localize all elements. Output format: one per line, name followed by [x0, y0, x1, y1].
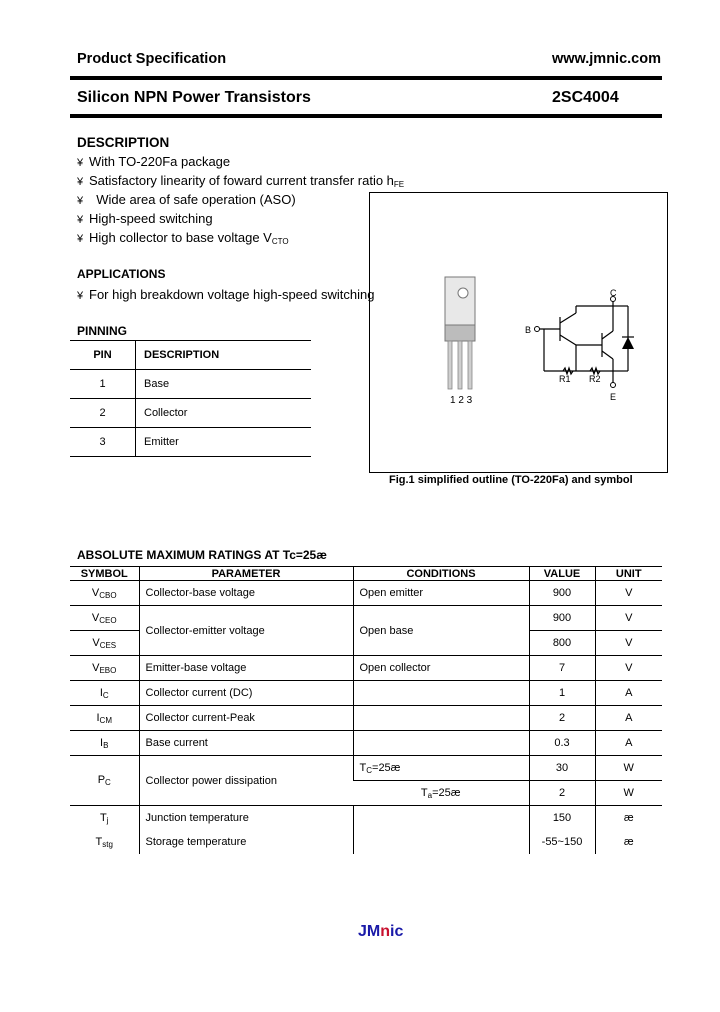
conditions-cell — [353, 731, 529, 756]
unit-cell: V — [595, 631, 662, 656]
emitter-label: E — [610, 392, 617, 402]
table-row — [70, 681, 662, 706]
pin-description: Collector — [144, 407, 188, 419]
description-item: ¥ With TO-220Fa package — [77, 154, 231, 169]
table-row — [70, 581, 662, 606]
value-cell: 2 — [529, 781, 595, 806]
r1-label: R1 — [559, 374, 571, 384]
conditions-cell: $T_C=25æ$ — [353, 756, 529, 781]
unit-cell: W — [595, 756, 662, 781]
table-row — [70, 399, 311, 428]
parameter-cell: Collector power dissipation — [139, 756, 353, 806]
conditions-cell — [353, 681, 529, 706]
unit-cell: V — [595, 581, 662, 606]
parameter-cell: Junction temperature — [139, 806, 353, 831]
description-heading: DESCRIPTION — [77, 135, 170, 150]
diode-icon — [622, 337, 634, 349]
emitter-terminal — [611, 383, 616, 388]
unit-cell: V — [595, 606, 662, 631]
value-cell: 30 — [529, 756, 595, 781]
description-item: ¥ High-speed switching — [77, 211, 213, 226]
value-cell: 150 — [529, 806, 595, 831]
applications-heading: APPLICATIONS — [77, 267, 166, 281]
header-rule — [70, 76, 662, 80]
symbol-cell: $T_{stg}$ — [95, 835, 113, 849]
symbol-cell: $V_{EBO}$ — [70, 656, 139, 681]
pin-number: 1 — [70, 370, 136, 399]
conditions-cell: $T_a=25æ$ — [353, 781, 529, 806]
symbol-cell: $I_B$ — [70, 731, 139, 756]
symbol-cell: $I_{CM}$ — [70, 706, 139, 731]
parameter-cell: Collector current-Peak — [139, 706, 353, 731]
symbol-cell: $V_{CEO}$ — [70, 606, 139, 631]
darlington-symbol — [537, 301, 628, 383]
parameter-cell: Emitter-base voltage — [139, 656, 353, 681]
header-url[interactable]: www.jmnic.com — [551, 51, 661, 67]
value-header: VALUE — [529, 567, 595, 581]
table-row — [70, 706, 662, 731]
description-item: ¥ Wide area of safe operation (ASO) — [77, 192, 296, 207]
table-header-row — [70, 341, 311, 370]
bullet-glyph: ¥ — [77, 290, 84, 302]
symbol-header: SYMBOL — [70, 567, 139, 581]
title-rule — [70, 114, 662, 118]
applications-item: ¥ For high breakdown voltage high-speed switching — [77, 287, 375, 302]
symbol-cell: $V_{CBO}$ — [70, 581, 139, 606]
pinning-heading: PINNING — [77, 324, 128, 338]
unit-cell: A — [595, 681, 662, 706]
conditions-cell — [353, 806, 529, 855]
bullet-glyph: ¥ — [77, 195, 84, 207]
table-row — [70, 731, 662, 756]
unit-cell: V — [595, 656, 662, 681]
unit-cell: W — [595, 781, 662, 806]
value-cell: 800 — [529, 631, 595, 656]
symbol-cell: $I_C$ — [70, 681, 139, 706]
parameter-cell: Collector current (DC) — [139, 681, 353, 706]
table-row — [70, 806, 662, 831]
table-row — [70, 428, 311, 457]
parameter-cell: Collector-base voltage — [139, 581, 353, 606]
conditions-cell: Open emitter — [353, 581, 529, 606]
parameter-header: PARAMETER — [139, 567, 353, 581]
pin-number: 2 — [70, 399, 136, 428]
conditions-header: CONDITIONS — [353, 567, 529, 581]
pin-numbers: 1 2 3 — [450, 395, 473, 406]
value-cell: 900 — [529, 581, 595, 606]
table-header-row — [70, 567, 662, 581]
table-row — [70, 606, 662, 631]
conditions-cell: Open base — [353, 606, 529, 656]
table-row — [70, 370, 311, 399]
symbol-cell: $T_j$ — [99, 811, 109, 825]
figure-box — [369, 192, 668, 473]
jmnic-logo: JMnic — [358, 923, 404, 940]
description-header: DESCRIPTION — [144, 349, 220, 361]
bullet-glyph: ¥ — [77, 214, 84, 226]
value-cell: 2 — [529, 706, 595, 731]
parameter-cell: Base current — [139, 731, 353, 756]
figure-caption: Fig.1 simplified outline (TO-220Fa) and symbol — [389, 474, 633, 486]
r2-label: R2 — [589, 374, 601, 384]
unit-cell: æ — [595, 806, 662, 831]
pin-header: PIN — [70, 341, 136, 370]
part-number: 2SC4004 — [552, 89, 619, 106]
header-title: Product Specification — [77, 51, 227, 67]
base-terminal — [535, 327, 540, 332]
unit-cell: A — [595, 706, 662, 731]
parameter-cell: Collector-emitter voltage — [139, 606, 353, 656]
unit-cell: A — [595, 731, 662, 756]
product-title: Silicon NPN Power Transistors — [77, 89, 311, 106]
pin-number: 3 — [70, 428, 136, 457]
table-row — [70, 656, 662, 681]
collector-label: C — [610, 288, 617, 298]
bullet-glyph: ¥ — [77, 157, 84, 169]
value-cell: 1 — [529, 681, 595, 706]
description-item: ¥ Satisfactory linearity of foward current transfer ratio $h_{FE}$ — [77, 173, 405, 189]
bullet-glyph: ¥ — [77, 233, 84, 245]
value-cell: 7 — [529, 656, 595, 681]
conditions-cell — [353, 706, 529, 731]
value-cell: 0.3 — [529, 731, 595, 756]
pinning-table — [70, 340, 311, 457]
conditions-cell: Open collector — [353, 656, 529, 681]
value-cell: -55~150 — [529, 830, 595, 854]
pin-description: Base — [144, 378, 170, 390]
unit-cell: æ — [595, 830, 662, 854]
ratings-table — [70, 566, 662, 854]
description-item: ¥ High collector to base voltage $V_{CTO}$ — [77, 230, 289, 246]
package-and-symbol-drawing — [370, 193, 667, 472]
ratings-heading: ABSOLUTE MAXIMUM RATINGS AT Tc=25æ — [77, 548, 327, 562]
table-row — [70, 756, 662, 781]
symbol-cell: $V_{CES}$ — [70, 631, 139, 656]
value-cell: 900 — [529, 606, 595, 631]
bullet-glyph: ¥ — [77, 176, 84, 188]
pin-description: Emitter — [144, 436, 179, 448]
package-outline — [445, 277, 475, 389]
parameter-cell: Storage temperature — [139, 830, 353, 854]
symbol-cell: $P_C$ — [70, 756, 139, 806]
unit-header: UNIT — [595, 567, 662, 581]
base-label: B — [525, 325, 532, 335]
